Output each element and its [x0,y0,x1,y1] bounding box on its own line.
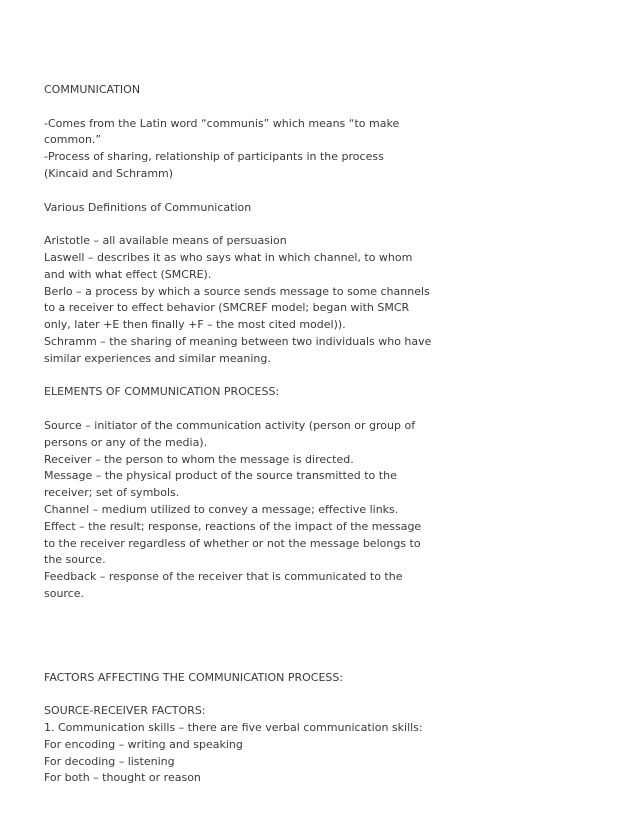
element-line: to the receiver regardless of whether or not the message belongs to [44,536,421,550]
source-receiver-heading: SOURCE-RECEIVER FACTORS: [44,704,206,718]
element-line: Receiver – the person to whom the message is directed. [44,452,354,466]
factors-heading: FACTORS AFFECTING THE COMMUNICATION PROCESS: [44,670,344,684]
intro-line: -Process of sharing, relationship of participants in the process [44,150,384,164]
definition-line: similar experiences and similar meaning. [44,351,271,365]
definition-line: Schramm – the sharing of meaning between two individuals who have [44,334,432,348]
definition-line: and with what effect (SMCRE). [44,267,212,281]
definitions-heading: Various Definitions of Communication [44,200,252,214]
source-receiver-line: For encoding – writing and speaking [44,737,243,751]
definition-line: Berlo – a process by which a source sends message to some channels [44,284,430,298]
element-line: Message – the physical product of the source transmitted to the [44,469,397,483]
elements-heading: ELEMENTS OF COMMUNICATION PROCESS: [44,385,280,399]
element-line: receiver; set of symbols. [44,486,180,500]
element-line: Source – initiator of the communication activity (person or group of [44,418,416,432]
element-line: Channel – medium utilized to convey a message; effective links. [44,502,399,516]
element-line: Effect – the result; response, reactions of the impact of the message [44,519,422,533]
source-receiver-line: For decoding – listening [44,754,175,768]
definition-line: Aristotle – all available means of persuasion [44,234,287,248]
definition-line: Laswell – describes it as who says what in which channel, to whom [44,250,413,264]
definition-line: to a receiver to effect behavior (SMCREF model; began with SMCR [44,301,410,315]
source-receiver-line: 1. Communication skills – there are five verbal communication skills: [44,721,423,735]
element-line: persons or any of the media). [44,435,208,449]
intro-section [44,116,604,183]
element-line: Feedback – response of the receiver that is communicated to the [44,570,403,584]
elements-section [44,418,604,603]
intro-line: common.” [44,133,102,147]
intro-line: -Comes from the Latin word “communis” which means “to make [44,116,400,130]
intro-line: (Kincaid and Schramm) [44,166,174,180]
element-line: the source. [44,553,106,567]
definitions-section [44,233,604,367]
definition-line: only, later +E then finally +F – the most cited model)). [44,318,346,332]
element-line: source. [44,586,85,600]
source-receiver-line: For both – thought or reason [44,771,201,785]
source-receiver-section [44,720,604,787]
document-heading: COMMUNICATION [44,83,141,96]
document-page [44,82,604,787]
